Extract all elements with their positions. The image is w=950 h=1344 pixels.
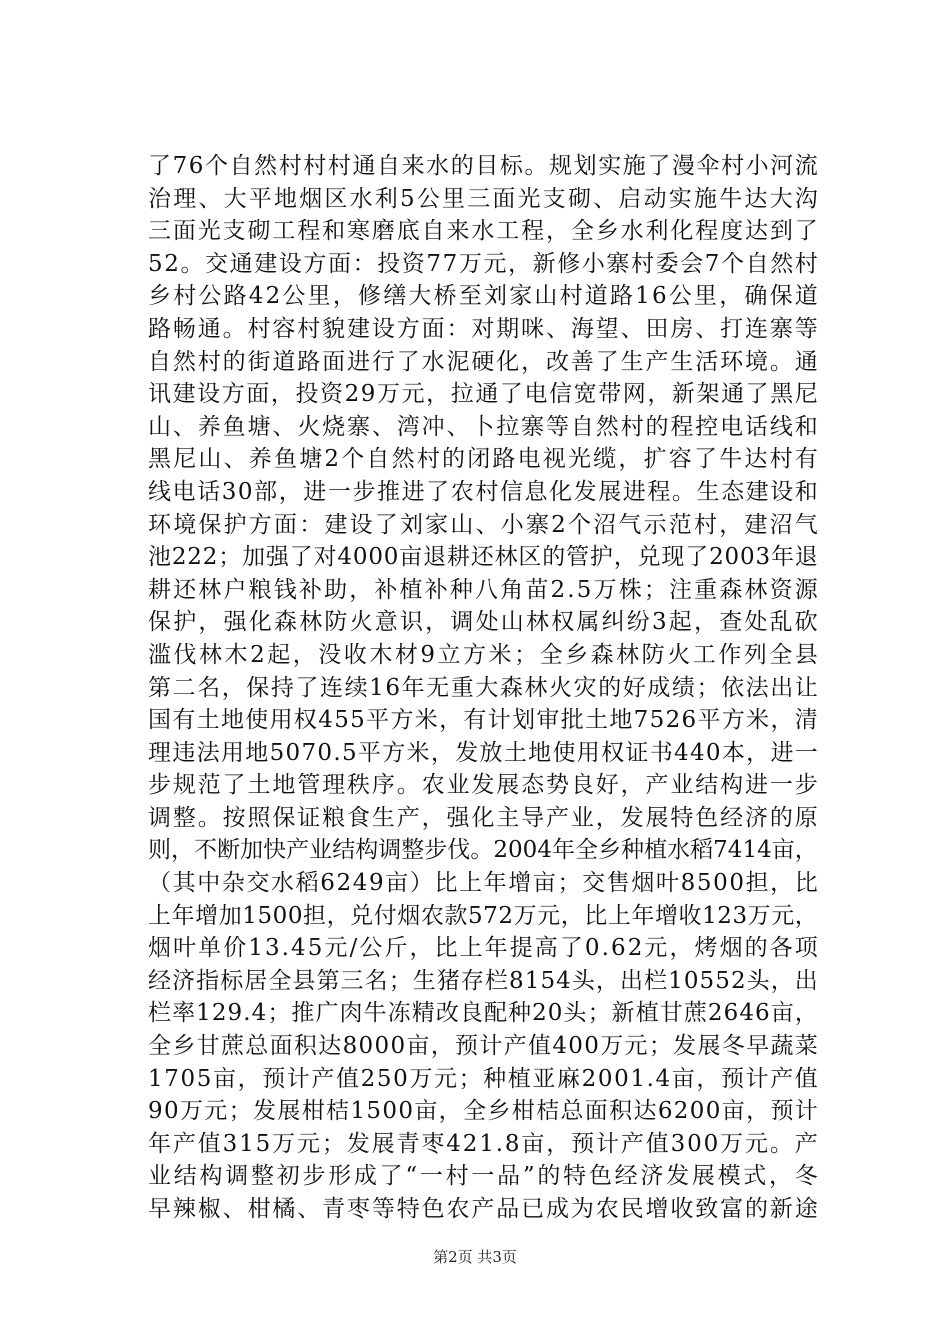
text-line: （其中杂交水稻6249亩）比上年增亩；交售烟叶8500担，比 [148,870,820,897]
text-line: 年产值315万元；发展青枣421.8亩，预计产值300万元。产 [148,1130,820,1157]
text-line: 环境保护方面：建设了刘家山、小寨2个沼气示范村，建沼气 [148,511,820,538]
text-line: 早辣椒、柑橘、青枣等特色农产品已成为农民增收致富的新途 [148,1196,820,1222]
text-line: 山、养鱼塘、火烧寨、湾冲、卜拉寨等自然村的程控电话线和 [148,413,820,440]
text-line: 三面光支砌工程和寒磨底自来水工程，全乡水利化程度达到了 [148,218,820,245]
text-line: 1705亩，预计产值250万元；种植亚麻2001.4亩，预计产值 [148,1065,820,1092]
text-line: 池222；加强了对4000亩退耕还林区的管护，兑现了2003年退 [148,544,819,571]
text-line: 路畅通。村容村貌建设方面：对期咪、海望、田房、打连寨等 [148,315,820,342]
text-line: 52。交通建设方面：投资77万元，新修小寨村委会7个自然村 [148,250,820,277]
text-line: 理违法用地5070.5平方米，发放土地使用权证书440本，进一 [148,739,820,766]
body-text [148,150,828,1226]
text-line: 自然村的街道路面进行了水泥硬化，改善了生产生活环境。通 [148,348,820,375]
text-line: 线电话30部，进一步推进了农村信息化发展进程。生态建设和 [148,478,820,505]
text-line: 讯建设方面，投资29万元，拉通了电信宽带网，新架通了黑尼 [148,381,820,408]
page-footer: 第2页 共3页 [433,1248,517,1266]
text-line: 乡村公路42公里，修缮大桥至刘家山村道路16公里，确保道 [148,283,820,310]
text-line: 第二名，保持了连续16年无重大森林火灾的好成绩；依法出让 [148,674,820,701]
text-line: 保护，强化森林防火意识，调处山林权属纠纷3起，查处乱砍 [148,609,820,636]
text-line: 则，不断加快产业结构调整步伐。2004年全乡种植水稻7414亩， [148,837,818,864]
text-line: 上年增加1500担，兑付烟农款572万元，比上年增收123万元， [148,902,819,929]
text-line: 栏率129.4；推广肉牛冻精改良配种20头；新植甘蔗2646亩， [148,1000,819,1027]
text-line: 业结构调整初步形成了“一村一品”的特色经济发展模式，冬 [148,1163,821,1190]
text-line: 90万元；发展柑桔1500亩，全乡柑桔总面积达6200亩，预计 [148,1098,820,1125]
text-line: 调整。按照保证粮食生产，强化主导产业，发展特色经济的原 [148,804,820,831]
text-line: 滥伐林木2起，没收木材9立方米；全乡森林防火工作列全县 [148,641,821,668]
text-line: 国有土地使用权455平方米，有计划审批土地7526平方米，清 [148,707,820,734]
text-line: 全乡甘蔗总面积达8000亩，预计产值400万元；发展冬早蔬菜 [148,1033,820,1060]
text-line: 了76个自然村村村通自来水的目标。规划实施了漫伞村小河流 [148,153,820,179]
text-line: 耕还林户粮钱补助，补植补种八角苗2.5万株；注重森林资源 [148,576,820,603]
text-line: 黑尼山、养鱼塘2个自然村的闭路电视光缆，扩容了牛达村有 [148,446,820,473]
text-line: 经济指标居全县第三名；生猪存栏8154头，出栏10552头，出 [148,967,819,994]
text-line: 治理、大平地烟区水利5公里三面光支砌、启动实施牛达大沟 [148,185,820,212]
text-line: 烟叶单价13.45元/公斤，比上年提高了0.62元，烤烟的各项 [148,935,820,962]
text-line: 步规范了土地管理秩序。农业发展态势良好，产业结构进一步 [148,772,820,799]
